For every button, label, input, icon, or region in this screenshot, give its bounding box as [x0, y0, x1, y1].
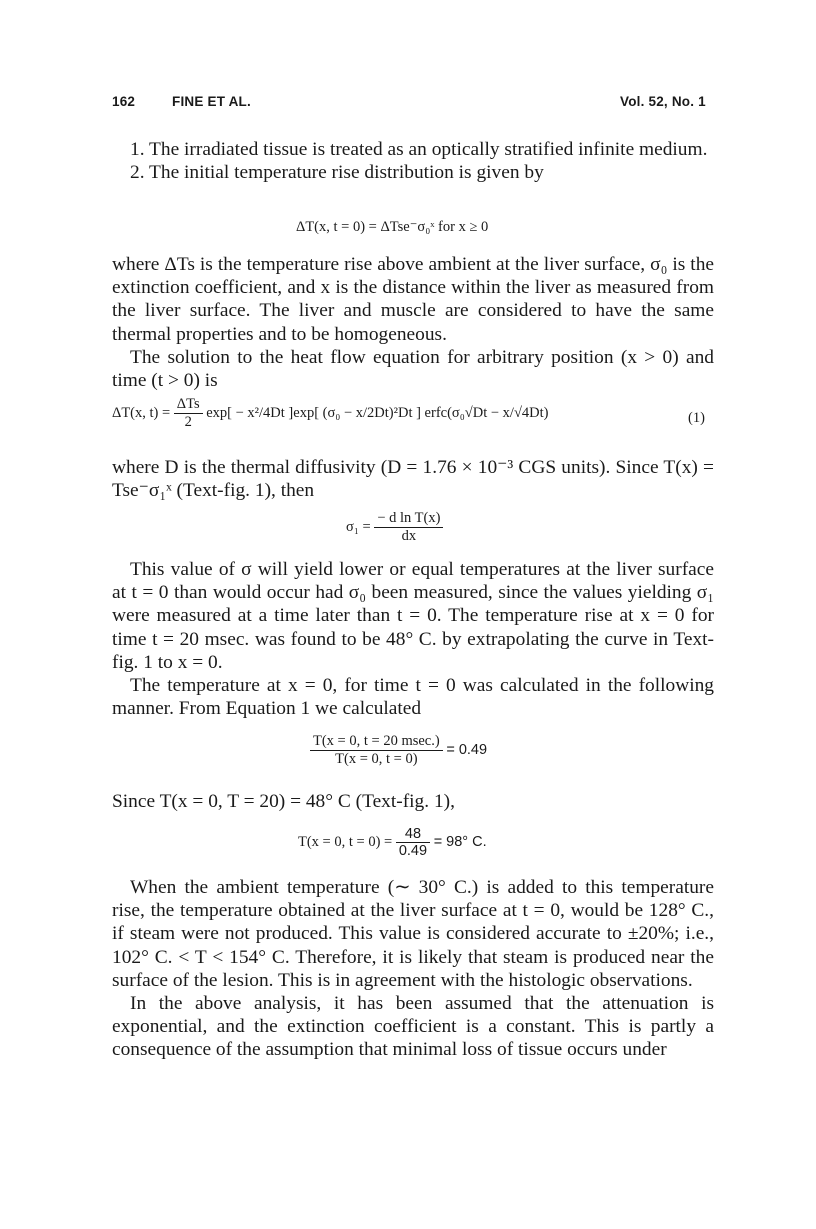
- ambient-paragraph: When the ambient temperature (∼ 30° C.) is added to this temperature rise, the temperature obtained at the liver surface at t = 0, would be 128° C., if steam were not produced. This value is considered accurate to ±20%; i.e., 102° C. < T < 154° C. Therefore, it is likely that steam is produced near the surface of the lesion. This is in agreement with the histologic observations.: [112, 877, 714, 991]
- definitions-block: [112, 253, 714, 392]
- ratio-numerator: T(x = 0, t = 20 msec.): [310, 733, 443, 751]
- equation-1-rhs: exp[ − x²/4Dt ]exp[ (σ₀ − x/2Dt)²Dt ] erfc(σ₀√Dt − x/√4Dt): [206, 404, 549, 421]
- equation-1-fraction: [174, 396, 203, 431]
- assumption-1: 1. The irradiated tissue is treated as an optically stratified infinite medium.: [130, 139, 708, 160]
- equation-1: [112, 396, 549, 431]
- final-lhs: T(x = 0, t = 0) =: [298, 833, 393, 850]
- ratio-value: = 0.49: [446, 741, 488, 758]
- sigma-numerator: − d ln T(x): [374, 510, 443, 528]
- initial-condition-equation: ΔT(x, t = 0) = ΔTse⁻σ₀ˣ for x ≥ 0: [296, 219, 489, 235]
- ratio-equation: [310, 733, 487, 768]
- equation-1-numerator: ΔTs: [174, 396, 203, 414]
- since-paragraph: Since T(x = 0, T = 20) = 48° C (Text-fig. 1),: [112, 791, 455, 812]
- sigma-fraction: [374, 510, 443, 545]
- sigma-denominator: dx: [401, 528, 417, 544]
- equation-1-lhs: ΔT(x, t) =: [112, 404, 171, 421]
- final-fraction: [396, 826, 430, 859]
- temperature-calc-paragraph: The temperature at x = 0, for time t = 0 was calculated in the following manner. From Equation 1 we calculated: [112, 675, 714, 720]
- final-numerator: 48: [396, 826, 430, 843]
- sigma-lhs: σ₁ =: [346, 518, 371, 535]
- final-denominator: 0.49: [398, 843, 428, 859]
- final-rhs: = 98° C.: [433, 833, 487, 850]
- running-head-authors: FINE ET AL.: [172, 94, 251, 109]
- equation-1-label: (1): [688, 410, 705, 426]
- page-number: 162: [112, 94, 136, 109]
- sigma-equation: [346, 510, 443, 545]
- definitions-paragraph: where ΔTs is the temperature rise above ambient at the liver surface, σ₀ is the extinction coefficient, and x is the distance within the liver as measured from the liver surface. The liver and muscle are considered to have the same thermal properties and to be homogeneous.: [112, 254, 714, 345]
- ratio-denominator: T(x = 0, t = 0): [335, 751, 418, 767]
- solution-paragraph: The solution to the heat flow equation for arbitrary position (x > 0) and time (t > 0) is: [112, 346, 714, 392]
- final-temperature-equation: [298, 826, 487, 859]
- ratio-fraction: [310, 733, 443, 768]
- analysis-block-2: [112, 876, 714, 1062]
- attenuation-paragraph: In the above analysis, it has been assumed that the attenuation is exponential, and the extinction coefficient is a constant. This is partly a consequence of the assumption that minimal loss of tissue occurs under: [112, 993, 714, 1061]
- assumptions-block: [112, 138, 714, 184]
- analysis-block-1: [112, 558, 714, 720]
- running-head-volume: Vol. 52, No. 1: [620, 94, 706, 109]
- assumption-2: 2. The initial temperature rise distribution is given by: [130, 162, 544, 184]
- equation-1-denominator: 2: [184, 414, 192, 430]
- diffusivity-paragraph: where D is the thermal diffusivity (D = 1.76 × 10⁻³ CGS units). Since T(x) = Tse⁻σ₁ˣ (Text-fig. 1), then: [112, 457, 714, 502]
- sigma-note-paragraph: This value of σ will yield lower or equal temperatures at the liver surface at t = 0 than would occur had σ₀ been measured, since the values yielding σ₁ were measured at a time later than t = 0. The temperature rise at x = 0 for time t = 20 msec. was found to be 48° C. by extrapolating the curve in Text-fig. 1 to x = 0.: [112, 559, 714, 673]
